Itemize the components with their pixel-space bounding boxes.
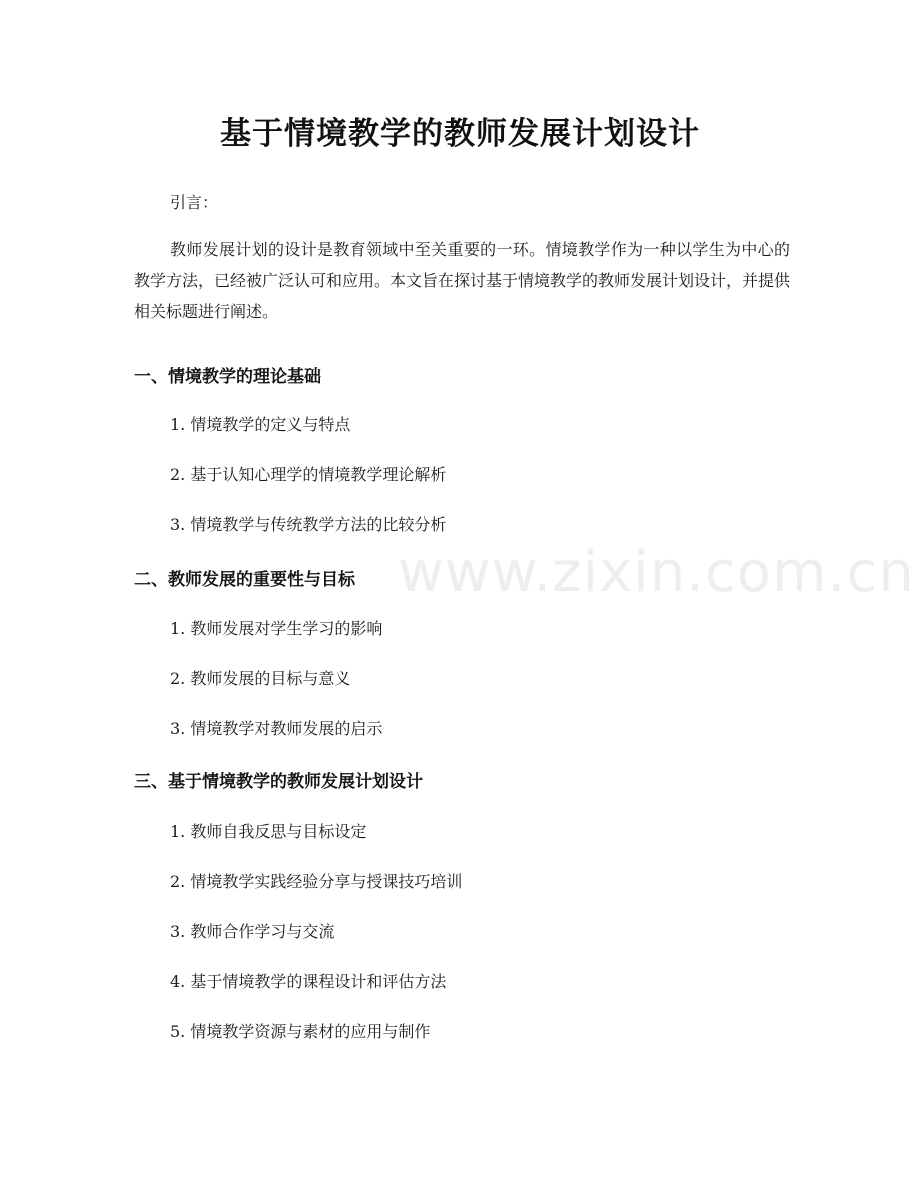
list-item: 2. 教师发展的目标与意义: [170, 669, 351, 688]
watermark: www.zixin.com.cn: [398, 540, 915, 605]
list-item: 1. 情境教学的定义与特点: [170, 415, 351, 434]
list-item: 3. 教师合作学习与交流: [170, 922, 335, 941]
list-item: 5. 情境教学资源与素材的应用与制作: [170, 1022, 431, 1041]
section-heading-2: 二、教师发展的重要性与目标: [134, 570, 355, 590]
intro-label: 引言：: [170, 193, 219, 212]
list-item: 4. 基于情境教学的课程设计和评估方法: [170, 972, 447, 991]
intro-paragraph: 教师发展计划的设计是教育领域中至关重要的一环。情境教学作为一种以学生为中心的教学方法，已经被广泛认可和应用。本文旨在探讨基于情境教学的教师发展计划设计，并提供相关标题进行阐述。: [134, 240, 791, 321]
list-item: 2. 情境教学实践经验分享与授课技巧培训: [170, 872, 463, 891]
section-heading-3: 三、基于情境教学的教师发展计划设计: [134, 772, 423, 792]
list-item: 1. 教师发展对学生学习的影响: [170, 619, 383, 638]
list-item: 3. 情境教学对教师发展的启示: [170, 719, 383, 738]
list-item: 2. 基于认知心理学的情境教学理论解析: [170, 465, 447, 484]
document-title: 基于情境教学的教师发展计划设计: [220, 116, 700, 152]
section-heading-1: 一、情境教学的理论基础: [134, 367, 321, 387]
list-item: 1. 教师自我反思与目标设定: [170, 822, 367, 841]
list-item: 3. 情境教学与传统教学方法的比较分析: [170, 515, 447, 534]
